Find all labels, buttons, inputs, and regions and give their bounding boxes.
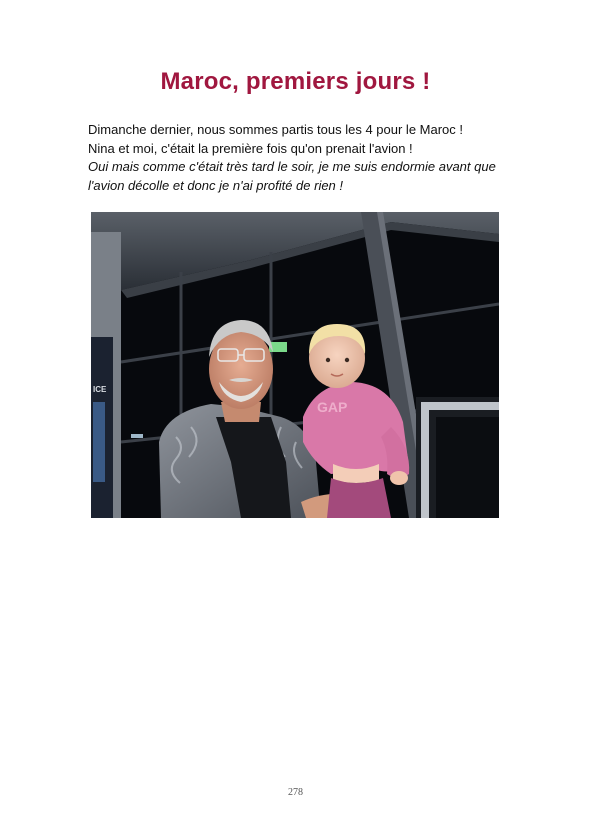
body-text bbox=[88, 121, 518, 195]
italic-paragraph: Oui mais comme c'était très tard le soir, je me suis endormie avant que l'avion décolle et donc je n'ai profité de rien ! bbox=[88, 159, 496, 193]
paragraph-2: Nina et moi, c'était la première fois qu'on prenait l'avion ! bbox=[88, 140, 413, 156]
page-number: 278 bbox=[288, 787, 303, 798]
sign-text: ICE bbox=[93, 385, 107, 394]
airport-photo bbox=[91, 212, 499, 518]
photo-illustration bbox=[91, 212, 499, 518]
svg-text:GAP: GAP bbox=[317, 399, 348, 415]
paragraph-1: Dimanche dernier, nous sommes partis tous les 4 pour le Maroc ! bbox=[88, 122, 464, 137]
page-title: Maroc, premiers jours ! bbox=[160, 68, 431, 95]
